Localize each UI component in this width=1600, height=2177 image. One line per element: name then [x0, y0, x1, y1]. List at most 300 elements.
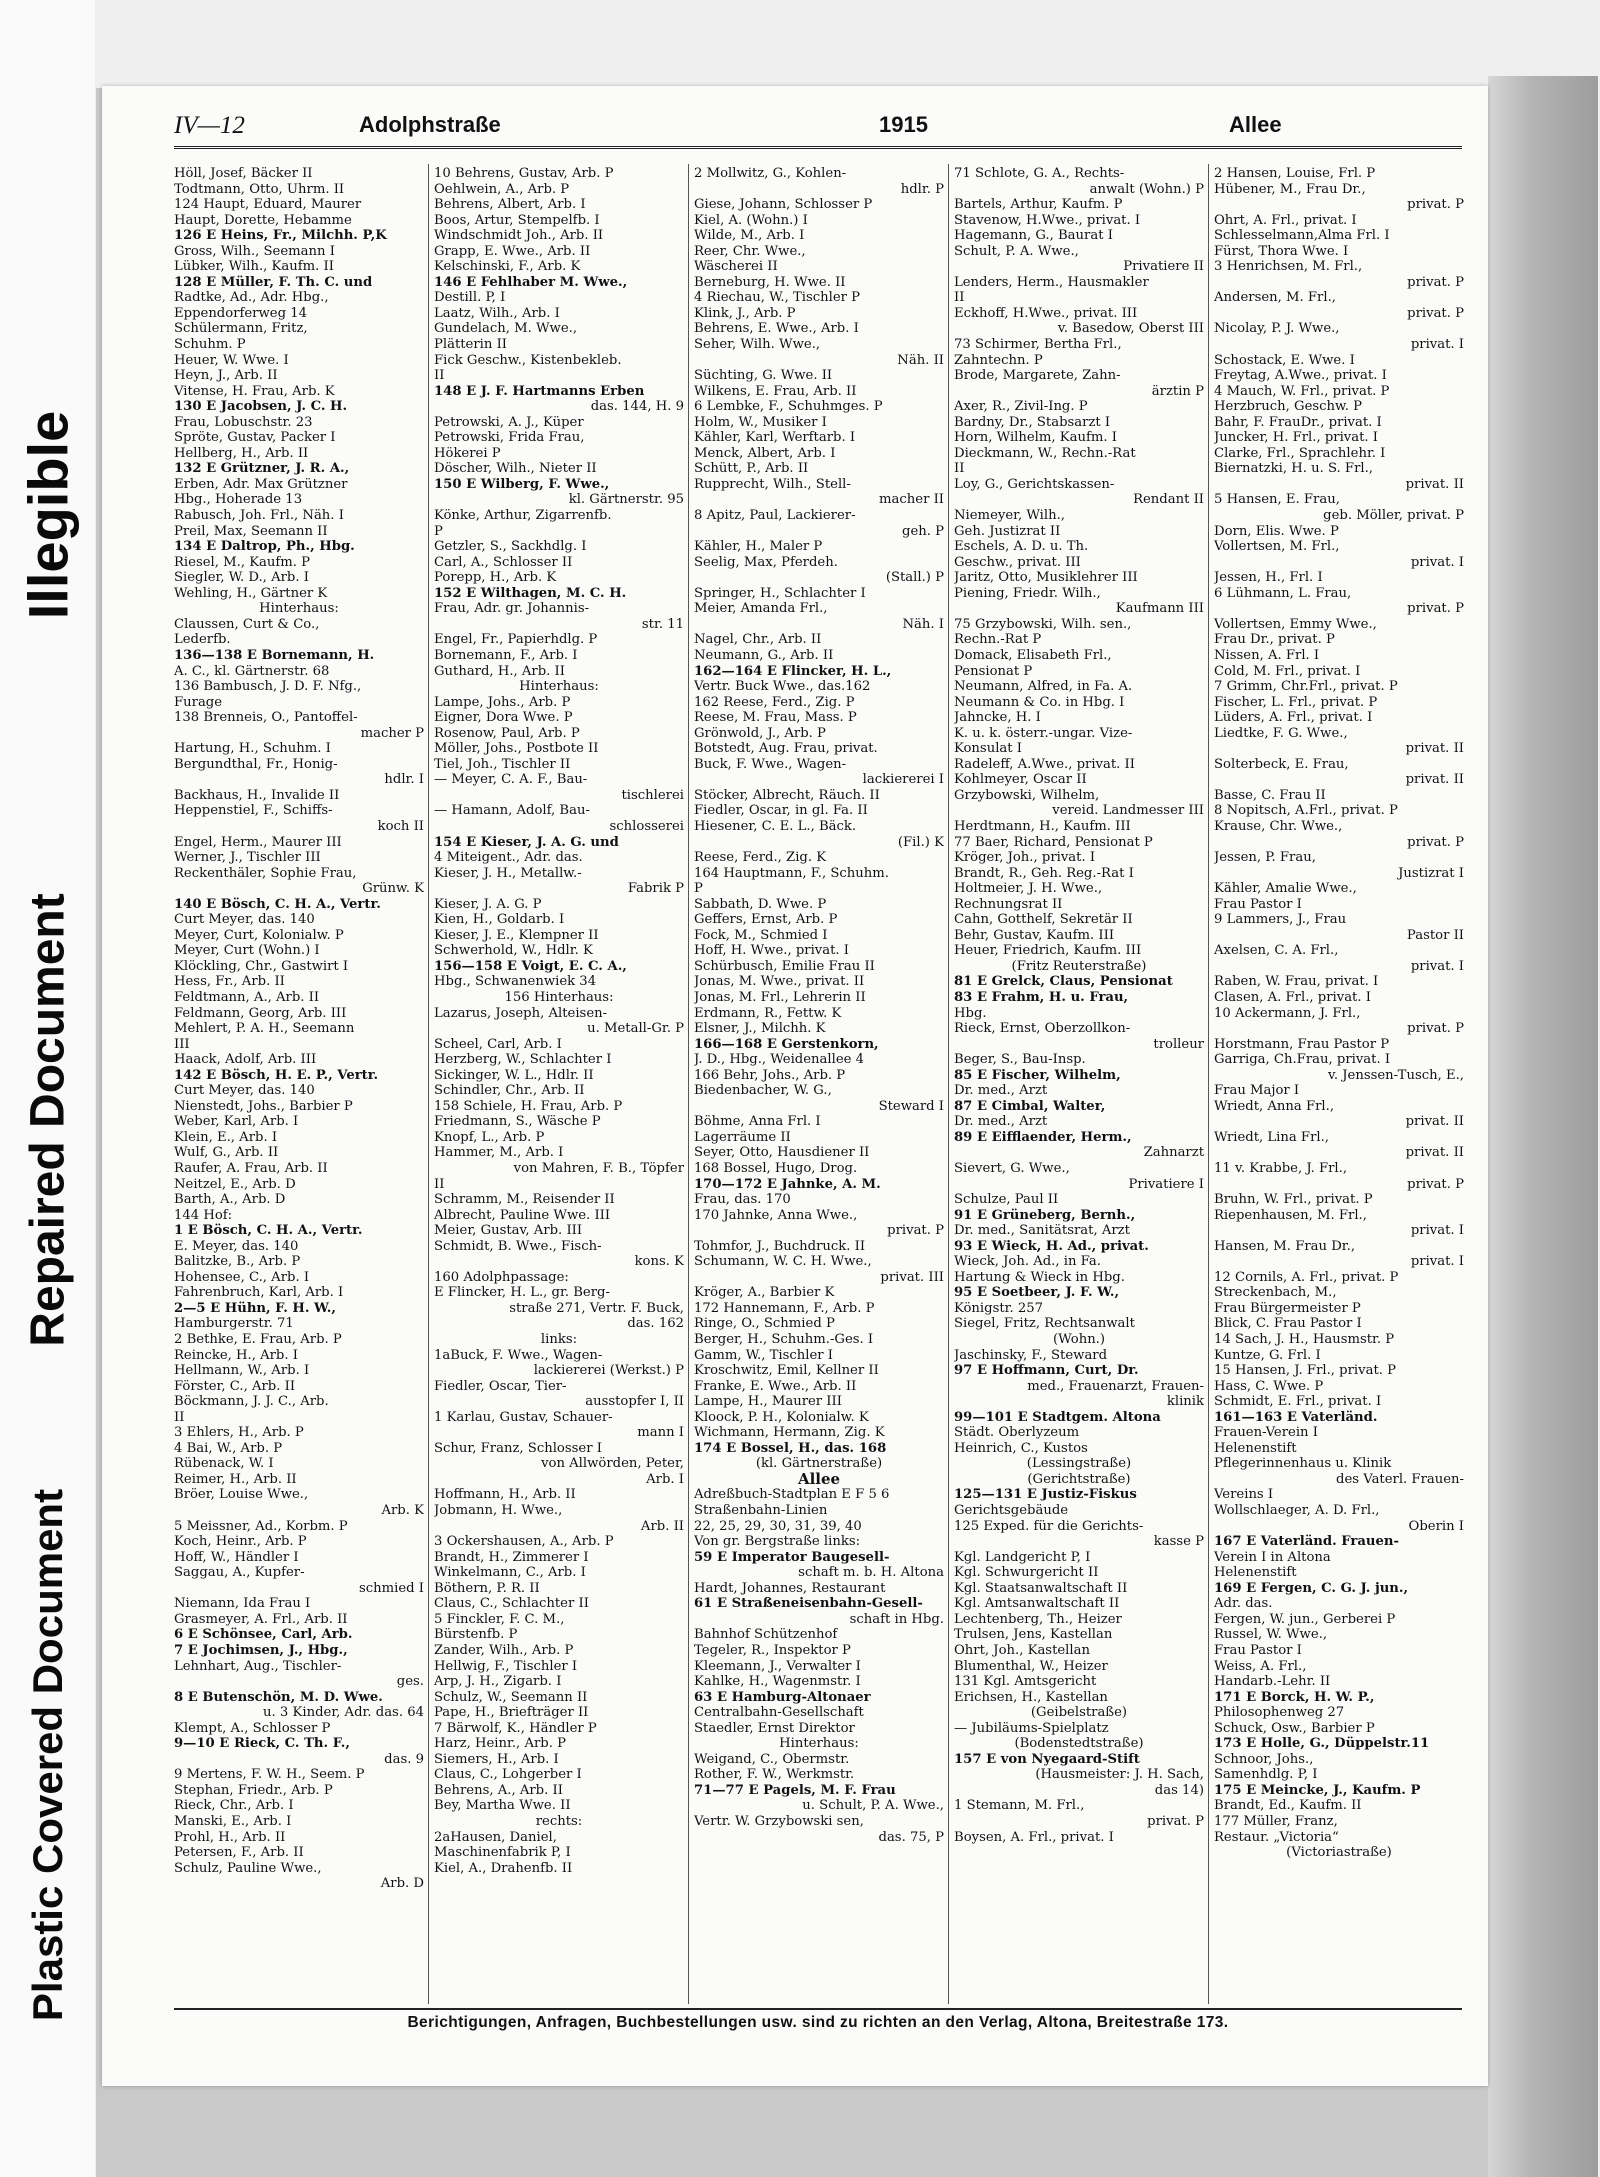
- directory-entry: 177 Müller, Franz,: [1214, 1813, 1338, 1829]
- directory-entry: 73 Schirmer, Bertha Frl.,: [954, 337, 1122, 353]
- directory-entry: Niemeyer, Wilh.,: [954, 508, 1065, 524]
- directory-entry: Kähler, Karl, Werftarb. I: [694, 430, 856, 446]
- directory-entry: geb. Möller, privat. P: [1323, 508, 1464, 524]
- directory-entry: Frau Pastor I: [1214, 896, 1302, 912]
- directory-entry: Horn, Wilhelm, Kaufm. I: [954, 430, 1117, 446]
- directory-entry: Hess, Fr., Arb. II: [174, 974, 285, 990]
- directory-entry: Fick Geschw., Kistenbekleb.: [434, 352, 622, 368]
- directory-entry: Steward I: [878, 1098, 944, 1114]
- column-divider: [688, 164, 689, 2004]
- directory-entry: Guthard, H., Arb. II: [434, 663, 565, 679]
- directory-entry: (Gerichtstraße): [1027, 1471, 1131, 1487]
- directory-entry: Brandt, Ed., Kaufm. II: [1214, 1798, 1362, 1814]
- directory-entry: kasse P: [1153, 1534, 1204, 1550]
- directory-entry: 81 E Grelck, Claus, Pensionat: [954, 974, 1173, 990]
- directory-entry: Balitzke, B., Arb. P: [174, 1254, 301, 1270]
- directory-entry: 3 Ehlers, H., Arb. P: [174, 1425, 304, 1441]
- directory-entry: Vitense, H. Frau, Arb. K: [174, 383, 335, 399]
- directory-entry: Hoff, W., Händler I: [174, 1549, 299, 1565]
- directory-entry: Vereins I: [1214, 1487, 1274, 1503]
- directory-entry: Giese, Johann, Schlosser P: [694, 197, 873, 213]
- directory-entry: Windschmidt Joh., Arb. II: [434, 228, 604, 244]
- directory-entry: Brode, Margarete, Zahn-: [954, 368, 1121, 384]
- directory-entry: Behr, Gustav, Kaufm. III: [954, 927, 1115, 943]
- directory-entry: 161—163 E Vaterländ.: [1214, 1409, 1378, 1425]
- directory-entry: Neitzel, E., Arb. D: [174, 1176, 296, 1192]
- directory-entry: Geffers, Ernst, Arb. P: [694, 912, 838, 928]
- directory-entry: Boysen, A. Frl., privat. I: [954, 1829, 1114, 1845]
- directory-entry: Heppenstiel, F., Schiffs-: [174, 803, 333, 819]
- directory-entry: Beger, S., Bau-Insp.: [954, 1052, 1086, 1068]
- directory-entry: v. Jenssen-Tusch, E.,: [1327, 1067, 1464, 1083]
- publisher-notice: Berichtigungen, Anfragen, Buchbestellungen usw. sind zu richten an den Verlag, Altona, Breitestraße 173.: [407, 2014, 1229, 2031]
- directory-entry: Rübenack, W. I: [174, 1456, 274, 1472]
- directory-entry: Hiesener, C. E. L., Bäck.: [694, 818, 857, 834]
- binding-edge: [1488, 76, 1598, 2177]
- directory-entry: links:: [540, 1332, 578, 1348]
- directory-entry: Mehlert, P. A. H., Seemann: [174, 1021, 355, 1037]
- directory-entry: 138 Brenneis, O., Pantoffel-: [174, 710, 358, 726]
- directory-entry: str. 11: [641, 616, 684, 632]
- directory-entry: Kleemann, J., Verwalter I: [694, 1658, 861, 1674]
- directory-entry: (Hausmeister: J. H. Sach,: [1035, 1767, 1204, 1783]
- column-divider: [428, 164, 429, 2004]
- directory-entry: 136 Bambusch, J. D. F. Nfg.,: [174, 679, 362, 695]
- directory-entry: Seelig, Max, Pferdeh.: [694, 554, 838, 570]
- directory-entry: Holtmeier, J. H. Wwe.,: [954, 881, 1103, 897]
- directory-entry: 150 E Wilberg, F. Wwe.,: [434, 476, 610, 492]
- directory-entry: Holm, W., Musiker I: [694, 414, 827, 430]
- directory-entry: 8 E Butenschön, M. D. Wwe.: [174, 1689, 383, 1705]
- directory-entry: Schulz, W., Seemann II: [434, 1689, 588, 1705]
- directory-entry: Neumann, G., Arb. II: [694, 647, 834, 663]
- directory-entry: 89 E Eifflaender, Herm.,: [954, 1129, 1132, 1145]
- directory-entry: Schuhm. P: [174, 337, 246, 353]
- directory-entry: Arp, J. H., Zigarb. I: [434, 1674, 562, 1690]
- directory-entry: 156—158 E Voigt, E. C. A.,: [434, 958, 627, 974]
- directory-entry: Radtke, Ad., Adr. Hbg.,: [174, 290, 329, 306]
- directory-entry: Eckhoff, H.Wwe., privat. III: [954, 305, 1138, 321]
- directory-entry: Cahn, Gotthelf, Sekretär II: [954, 912, 1133, 928]
- directory-entry: 7 Bärwolf, K., Händler P: [434, 1720, 597, 1736]
- directory-entry: privat. P: [1407, 305, 1464, 321]
- directory-entry: 125—131 E Justiz-Fiskus: [954, 1487, 1137, 1503]
- directory-entry: schlosserei: [609, 818, 684, 834]
- directory-entry: Kgl. Amtsanwaltschaft II: [954, 1596, 1120, 1612]
- listing-column-5: [1214, 166, 1464, 2066]
- directory-entry: Nicolay, P. J. Wwe.,: [1214, 321, 1340, 337]
- directory-entry: Porepp, H., Arb. K: [434, 570, 557, 586]
- directory-entry: Schulze, Paul II: [954, 1192, 1059, 1208]
- directory-entry: des Vaterl. Frauen-: [1336, 1471, 1464, 1487]
- directory-entry: Lampe, Johs., Arb. P: [434, 694, 571, 710]
- directory-entry: Meier, Gustav, Arb. III: [434, 1223, 583, 1239]
- directory-entry: Lehnhart, Aug., Tischler-: [174, 1658, 342, 1674]
- directory-entry: Hökerei P: [434, 445, 501, 461]
- directory-entry: Privatiere I: [1128, 1176, 1204, 1192]
- directory-entry: Jonas, M. Wwe., privat. II: [694, 974, 865, 990]
- directory-entry: Süchting, G. Wwe. II: [694, 368, 833, 384]
- directory-entry: Rupprecht, Wilh., Stell-: [694, 476, 851, 492]
- directory-entry: 131 Kgl. Amtsgericht: [954, 1674, 1097, 1690]
- directory-entry: 142 E Bösch, H. E. P., Vertr.: [174, 1067, 379, 1083]
- directory-entry: 5 Meissner, Ad., Korbm. P: [174, 1518, 348, 1534]
- directory-entry: Philosophenweg 27: [1214, 1705, 1345, 1721]
- directory-entry: Fergen, W. jun., Gerberei P: [1214, 1611, 1396, 1627]
- directory-entry: Feldtmann, A., Arb. II: [174, 989, 320, 1005]
- directory-entry: Vertr. W. Grzybowski sen,: [694, 1813, 864, 1829]
- directory-entry: Hamburgerstr. 71: [174, 1316, 294, 1332]
- directory-entry: Könke, Arthur, Zigarrenfb.: [434, 508, 612, 524]
- directory-entry: Riesel, M., Kaufm. P: [174, 554, 311, 570]
- directory-entry: Konsulat I: [954, 741, 1022, 757]
- directory-entry: 4 Bai, W., Arb. P: [174, 1440, 283, 1456]
- directory-entry: Curt Meyer, das. 140: [174, 912, 315, 928]
- side-label-illegible: Illegible: [16, 410, 80, 620]
- directory-entry: Streckenbach, M.,: [1214, 1285, 1337, 1301]
- directory-entry: Seher, Wilh. Wwe.,: [694, 337, 821, 353]
- directory-entry: Grünw. K: [362, 881, 424, 897]
- directory-entry: Eppendorferweg 14: [174, 305, 307, 321]
- directory-entry: Maschinenfabrik P, I: [434, 1845, 571, 1861]
- directory-entry: Harz, Heinr., Arb. P: [434, 1736, 566, 1752]
- directory-entry: Döscher, Wilh., Nieter II: [434, 461, 597, 477]
- listing-column-2: [434, 166, 684, 2066]
- directory-entry: 6 Lembke, F., Schuhmges. P: [694, 399, 883, 415]
- directory-entry: Siegler, W. D., Arb. I: [174, 570, 309, 586]
- directory-entry: Bürstenfb. P: [434, 1627, 518, 1643]
- directory-entry: Trulsen, Jens, Kastellan: [954, 1627, 1113, 1643]
- directory-entry: Meyer, Curt, Kolonialw. P: [174, 927, 344, 943]
- directory-entry: 125 Exped. für die Gerichts-: [954, 1518, 1144, 1534]
- directory-entry: Hbg., Hoherade 13: [174, 492, 303, 508]
- directory-entry: Schmidt, B. Wwe., Fisch-: [434, 1238, 602, 1254]
- directory-entry: Oehlwein, A., Arb. P: [434, 181, 570, 197]
- directory-entry: 11 v. Krabbe, J. Frl.,: [1214, 1161, 1348, 1176]
- directory-entry: 1 Karlau, Gustav, Schauer-: [434, 1409, 613, 1425]
- directory-entry: hdlr. P: [900, 181, 944, 197]
- directory-entry: Frau Major I: [1214, 1083, 1300, 1099]
- directory-entry: Rieck, Chr., Arb. I: [174, 1798, 294, 1814]
- directory-entry: Raufer, A. Frau, Arb. II: [174, 1161, 328, 1176]
- directory-entry: 63 E Hamburg-Altonaer: [694, 1689, 871, 1705]
- directory-entry: Gross, Wilh., Seemann I: [174, 243, 335, 259]
- directory-entry: Adreßbuch-Stadtplan E F 5 6: [694, 1487, 890, 1503]
- directory-entry: Grönwold, J., Arb. P: [694, 725, 826, 741]
- directory-entry: Berger, H., Schuhm.-Ges. I: [694, 1332, 874, 1348]
- directory-entry: vereid. Landmesser III: [1052, 803, 1204, 819]
- directory-entry: 97 E Hoffmann, Curt, Dr.: [954, 1363, 1139, 1379]
- directory-entry: Reckenthäler, Sophie Frau,: [174, 865, 357, 881]
- directory-entry: Saggau, A., Kupfer-: [174, 1565, 305, 1581]
- directory-entry: Straßenbahn-Linien: [694, 1503, 828, 1519]
- directory-entry: 169 E Fergen, C. G. J. jun.,: [1214, 1580, 1409, 1596]
- directory-entry: v. Basedow, Oberst III: [1057, 321, 1204, 337]
- directory-entry: 160 Adolphpassage:: [434, 1269, 569, 1285]
- directory-entry: Berneburg, H. Wwe. II: [694, 274, 846, 290]
- directory-entry: 83 E Frahm, H. u. Frau,: [954, 989, 1129, 1005]
- directory-entry: Hinterhaus:: [779, 1736, 859, 1752]
- side-label-repaired: Repaired Document: [21, 893, 75, 1347]
- directory-entry: Lübker, Wilh., Kaufm. II: [174, 259, 334, 275]
- directory-entry: Eigner, Dora Wwe. P: [434, 710, 573, 726]
- directory-entry: Helenenstift: [1214, 1440, 1297, 1456]
- directory-entry: Zahntechn. P: [954, 352, 1043, 368]
- directory-entry: kons. K: [634, 1254, 684, 1270]
- directory-entry: 2—5 E Hühn, F. H. W.,: [174, 1300, 336, 1316]
- directory-entry: Lampe, H., Maurer III: [694, 1394, 842, 1410]
- directory-entry: Kröger, Joh., privat. I: [954, 850, 1096, 866]
- directory-entry: Böckmann, J. J. C., Arb.: [174, 1394, 329, 1410]
- directory-entry: Kröger, A., Barbier K: [694, 1285, 835, 1301]
- directory-entry: Dr. med., Arzt: [954, 1114, 1048, 1130]
- directory-entry: Möller, Johs., Postbote II: [434, 741, 599, 757]
- directory-entry: Bruhn, W. Frl., privat. P: [1214, 1192, 1373, 1208]
- directory-entry: 91 E Grüneberg, Bernh.,: [954, 1207, 1136, 1223]
- directory-entry: Fiedler, Oscar, in gl. Fa. II: [694, 803, 868, 819]
- directory-entry: 162 Reese, Ferd., Zig. P: [694, 694, 855, 710]
- directory-entry: Siegel, Fritz, Rechtsanwalt: [954, 1316, 1135, 1332]
- directory-entry: 1aBuck, F. Wwe., Wagen-: [434, 1347, 603, 1363]
- directory-entry: II: [954, 290, 965, 306]
- directory-entry: (Lessingstraße): [1026, 1456, 1132, 1472]
- directory-entry: 61 E Straßeneisenbahn-Gesell-: [694, 1596, 923, 1612]
- directory-entry: privat. I: [1410, 554, 1464, 570]
- directory-entry: Vollertsen, M. Frl.,: [1214, 539, 1340, 555]
- directory-entry: Sabbath, D. Wwe. P: [694, 896, 827, 912]
- directory-entry: Hbg., Schwanenwiek 34: [434, 974, 597, 990]
- directory-entry: 77 Baer, Richard, Pensionat P: [954, 834, 1153, 850]
- directory-entry: 174 E Bossel, H., das. 168: [694, 1440, 887, 1456]
- directory-entry: Claus, C., Lohgerber I: [434, 1767, 582, 1783]
- directory-entry: Reese, Ferd., Zig. K: [694, 850, 827, 866]
- directory-entry: Hinterhaus:: [519, 679, 599, 695]
- directory-entry: Von gr. Bergstraße links:: [694, 1534, 861, 1550]
- directory-entry: Klein, E., Arb. I: [174, 1129, 278, 1145]
- directory-entry: Allee: [797, 1471, 841, 1488]
- directory-entry: 75 Grzybowski, Wilh. sen.,: [954, 616, 1132, 632]
- directory-entry: Frau Bürgermeister P: [1214, 1300, 1361, 1316]
- directory-entry: Bardny, Dr., Stabsarzt I: [954, 414, 1111, 430]
- directory-entry: Schumann, W. C. H. Wwe.,: [694, 1254, 872, 1270]
- directory-entry: Liedtke, F. G. Wwe.,: [1214, 725, 1348, 741]
- directory-entry: straße 271, Vertr. F. Buck,: [509, 1300, 684, 1316]
- directory-entry: Fiedler, Oscar, Tier-: [434, 1378, 567, 1394]
- directory-entry: Bartels, Arthur, Kaufm. P: [954, 197, 1123, 213]
- directory-entry: Reer, Chr. Wwe.,: [694, 243, 806, 259]
- directory-entry: Wichmann, Hermann, Zig. K: [694, 1425, 885, 1441]
- directory-entry: Reese, M. Frau, Mass. P: [694, 710, 857, 726]
- directory-entry: Seyer, Otto, Hausdiener II: [694, 1145, 870, 1161]
- directory-entry: Werner, J., Tischler III: [174, 850, 321, 866]
- directory-entry: Restaur. „Victoria“: [1214, 1829, 1339, 1845]
- directory-entry: 126 E Heins, Fr., Milchh. P,K: [174, 228, 387, 244]
- header-rule: [174, 146, 1462, 149]
- directory-entry: koch II: [377, 818, 424, 834]
- directory-entry: Arb. I: [646, 1471, 684, 1487]
- directory-entry: Clasen, A. Frl., privat. I: [1214, 989, 1371, 1005]
- directory-entry: Schülermann, Fritz,: [174, 321, 308, 337]
- directory-entry: Hoffmann, H., Arb. II: [434, 1487, 576, 1503]
- directory-entry: 2 Bethke, E. Frau, Arb. P: [174, 1332, 342, 1348]
- directory-entry: Neumann & Co. in Hbg. I: [954, 694, 1125, 710]
- directory-entry: Prohl, H., Arb. II: [174, 1829, 286, 1845]
- directory-entry: 158 Schiele, H. Frau, Arb. P: [434, 1098, 623, 1114]
- directory-entry: Schütt, P., Arb. II: [694, 461, 809, 477]
- directory-entry: 4 Mauch, W. Frl., privat. P: [1214, 383, 1390, 399]
- column-divider: [1208, 164, 1209, 2004]
- directory-entry: (Stall.) P: [885, 570, 944, 586]
- directory-entry: privat. II: [1405, 1145, 1464, 1161]
- directory-entry: Lagerräume II: [694, 1129, 791, 1145]
- directory-entry: Ohrt, Joh., Kastellan: [954, 1642, 1090, 1658]
- directory-entry: Frau, Adr. gr. Johannis-: [434, 601, 590, 617]
- directory-entry: 124 Haupt, Eduard, Maurer: [174, 197, 362, 213]
- directory-entry: 2 Hansen, Louise, Frl. P: [1214, 166, 1376, 181]
- directory-entry: Meyer, Curt (Wohn.) I: [174, 943, 320, 959]
- directory-entry: schaft m. b. H. Altona: [798, 1565, 944, 1581]
- directory-entry: Privatiere II: [1123, 259, 1204, 275]
- directory-entry: Garriga, Ch.Frau, privat. I: [1214, 1052, 1391, 1068]
- directory-entry: Weber, Karl, Arb. I: [174, 1114, 299, 1130]
- directory-entry: rechts:: [535, 1813, 583, 1829]
- directory-entry: macher P: [360, 725, 424, 741]
- directory-entry: Erichsen, H., Kastellan: [954, 1689, 1108, 1705]
- directory-entry: Schmidt, E. Frl., privat. I: [1214, 1394, 1382, 1410]
- directory-entry: 175 E Meincke, J., Kaufm. P: [1214, 1782, 1421, 1798]
- directory-entry: Jahncke, H. I: [954, 710, 1041, 726]
- directory-entry: lackiererei I: [862, 772, 944, 788]
- directory-entry: 146 E Fehlhaber M. Wwe.,: [434, 274, 628, 290]
- directory-entry: 14 Sach, J. H., Hausmstr. P: [1214, 1332, 1395, 1348]
- directory-entry: 5 Finckler, F. C. M.,: [434, 1611, 565, 1627]
- directory-entry: Carl, A., Schlosser II: [434, 554, 573, 570]
- directory-entry: privat. P: [887, 1223, 944, 1239]
- directory-entry: das. 162: [627, 1316, 684, 1332]
- directory-entry: trolleur: [1153, 1036, 1204, 1052]
- directory-entry: Manski, E., Arb. I: [174, 1813, 292, 1829]
- page-number: IV—12: [174, 112, 245, 139]
- directory-entry: Jonas, M. Frl., Lehrerin II: [694, 989, 866, 1005]
- directory-entry: das. 9: [384, 1751, 424, 1767]
- directory-entry: Cold, M. Frl., privat. I: [1214, 663, 1361, 679]
- directory-entry: Elsner, J., Milchh. K: [694, 1021, 826, 1037]
- directory-entry: privat. P: [1407, 1021, 1464, 1037]
- directory-entry: Meier, Amanda Frl.,: [694, 601, 828, 617]
- directory-entry: Tegeler, R., Inspektor P: [694, 1642, 851, 1658]
- directory-entry: Fürst, Thora Wwe. I: [1214, 243, 1349, 259]
- directory-entry: III: [174, 1036, 190, 1052]
- directory-entry: 167 E Vaterländ. Frauen-: [1214, 1534, 1399, 1550]
- directory-entry: 9 Mertens, F. W. H., Seem. P: [174, 1767, 365, 1783]
- directory-entry: Näh. II: [897, 352, 944, 368]
- directory-entry: privat. I: [1410, 1254, 1464, 1270]
- directory-entry: Schostack, E. Wwe. I: [1214, 352, 1355, 368]
- directory-entry: 8 Nopitsch, A.Frl., privat. P: [1214, 803, 1398, 819]
- directory-entry: Domack, Elisabeth Frl.,: [954, 647, 1112, 663]
- directory-entry: Fahrenbruch, Karl, Arb. I: [174, 1285, 344, 1301]
- directory-entry: Kähler, H., Maler P: [694, 539, 823, 555]
- directory-entry: E Flincker, H. L., gr. Berg-: [434, 1285, 610, 1301]
- directory-entry: 99—101 E Stadtgem. Altona: [954, 1409, 1161, 1425]
- directory-entry: Vollertsen, Emmy Wwe.,: [1214, 616, 1377, 632]
- directory-entry: klinik: [1166, 1394, 1204, 1410]
- directory-entry: Dr. med., Arzt: [954, 1083, 1048, 1099]
- directory-entry: 7 Grimm, Chr.Frl., privat. P: [1214, 679, 1398, 695]
- directory-entry: 173 E Holle, G., Düppelstr.11: [1214, 1736, 1430, 1752]
- directory-entry: das 14): [1154, 1782, 1204, 1798]
- directory-entry: Schlesselmann,Alma Frl. I: [1214, 228, 1390, 244]
- directory-entry: Biedenbacher, W. G.,: [694, 1083, 832, 1099]
- directory-entry: privat. P: [1407, 601, 1464, 617]
- page-header: [174, 112, 1460, 148]
- directory-entry: Behrens, E. Wwe., Arb. I: [694, 321, 859, 337]
- directory-entry: Pastor II: [1406, 927, 1464, 943]
- directory-entry: Jaritz, Otto, Musiklehrer III: [954, 570, 1138, 586]
- directory-entry: 5 Hansen, E. Frau,: [1214, 492, 1340, 508]
- directory-entry: kl. Gärtnerstr. 95: [568, 492, 684, 508]
- directory-entry: 6 E Schönsee, Carl, Arb.: [174, 1627, 353, 1643]
- directory-entry: 59 E Imperator Baugesell-: [694, 1549, 890, 1565]
- directory-entry: Krause, Chr. Wwe.,: [1214, 818, 1343, 834]
- directory-entry: Kgl. Landgericht P, I: [954, 1549, 1091, 1565]
- directory-entry: 3 Henrichsen, M. Frl.,: [1214, 259, 1363, 275]
- directory-entry: Nienstedt, Johs., Barbier P: [174, 1098, 353, 1114]
- directory-entry: med., Frauenarzt, Frauen-: [1027, 1378, 1204, 1394]
- directory-entry: Hammer, M., Arb. I: [434, 1145, 564, 1161]
- directory-entry: Jaschinsky, F., Steward: [954, 1347, 1108, 1363]
- directory-entry: Neumann, Alfred, in Fa. A.: [954, 679, 1133, 695]
- directory-entry: Frau, das. 170: [694, 1192, 791, 1208]
- directory-entry: von Mahren, F. B., Töpfer: [513, 1161, 684, 1176]
- directory-entry: 156 Hinterhaus:: [504, 989, 614, 1005]
- directory-entry: Gerichtsgebäude: [954, 1503, 1069, 1519]
- directory-entry: Ohrt, A. Frl., privat. I: [1214, 212, 1357, 228]
- directory-entry: Bahnhof Schützenhof: [694, 1627, 838, 1643]
- directory-entry: Lüders, A. Frl., privat. I: [1214, 710, 1373, 726]
- directory-entry: Adr. das.: [1214, 1596, 1273, 1612]
- directory-entry: Buck, F. Wwe., Wagen-: [694, 756, 847, 772]
- directory-entry: 170—172 E Jahnke, A. M.: [694, 1176, 881, 1192]
- directory-entry: Lederfb.: [174, 632, 231, 648]
- directory-entry: Zahnarzt: [1143, 1145, 1204, 1161]
- directory-entry: Oberin I: [1408, 1518, 1464, 1534]
- directory-entry: Bergundthal, Fr., Honig-: [174, 756, 338, 772]
- directory-entry: Destill. P, I: [434, 290, 506, 306]
- directory-entry: privat. I: [1410, 337, 1464, 353]
- directory-entry: (Victoriastraße): [1286, 1845, 1392, 1861]
- directory-entry: 6 Lühmann, L. Frau,: [1214, 585, 1352, 601]
- directory-entry: 140 E Bösch, C. H. A., Vertr.: [174, 896, 381, 912]
- directory-entry: Fabrik P: [627, 881, 684, 897]
- directory-entry: Näh. I: [902, 616, 944, 632]
- directory-entry: Stephan, Friedr., Arb. P: [174, 1782, 333, 1798]
- directory-entry: Horstmann, Frau Pastor P: [1214, 1036, 1390, 1052]
- directory-entry: Franke, E. Wwe., Arb. II: [694, 1378, 857, 1394]
- directory-entry: Behrens, Albert, Arb. I: [434, 197, 586, 213]
- directory-entry: Backhaus, H., Invalide II: [174, 787, 340, 803]
- directory-entry: Jessen, P. Frau,: [1214, 850, 1316, 866]
- directory-entry: 3 Ockershausen, A., Arb. P: [434, 1534, 614, 1550]
- directory-entry: 162—164 E Flincker, H. L.,: [694, 663, 892, 679]
- directory-entry: Bröer, Louise Wwe.,: [174, 1487, 309, 1503]
- directory-entry: Juncker, H. Frl., privat. I: [1214, 430, 1378, 446]
- directory-entry: Kelschinski, F., Arb. K: [434, 259, 581, 275]
- directory-entry: 171 E Borck, H. W. P.,: [1214, 1689, 1375, 1705]
- directory-entry: Zander, Wilh., Arb. P: [434, 1642, 574, 1658]
- directory-entry: Heinrich, C., Kustos: [954, 1440, 1088, 1456]
- directory-entry: privat. II: [1405, 476, 1464, 492]
